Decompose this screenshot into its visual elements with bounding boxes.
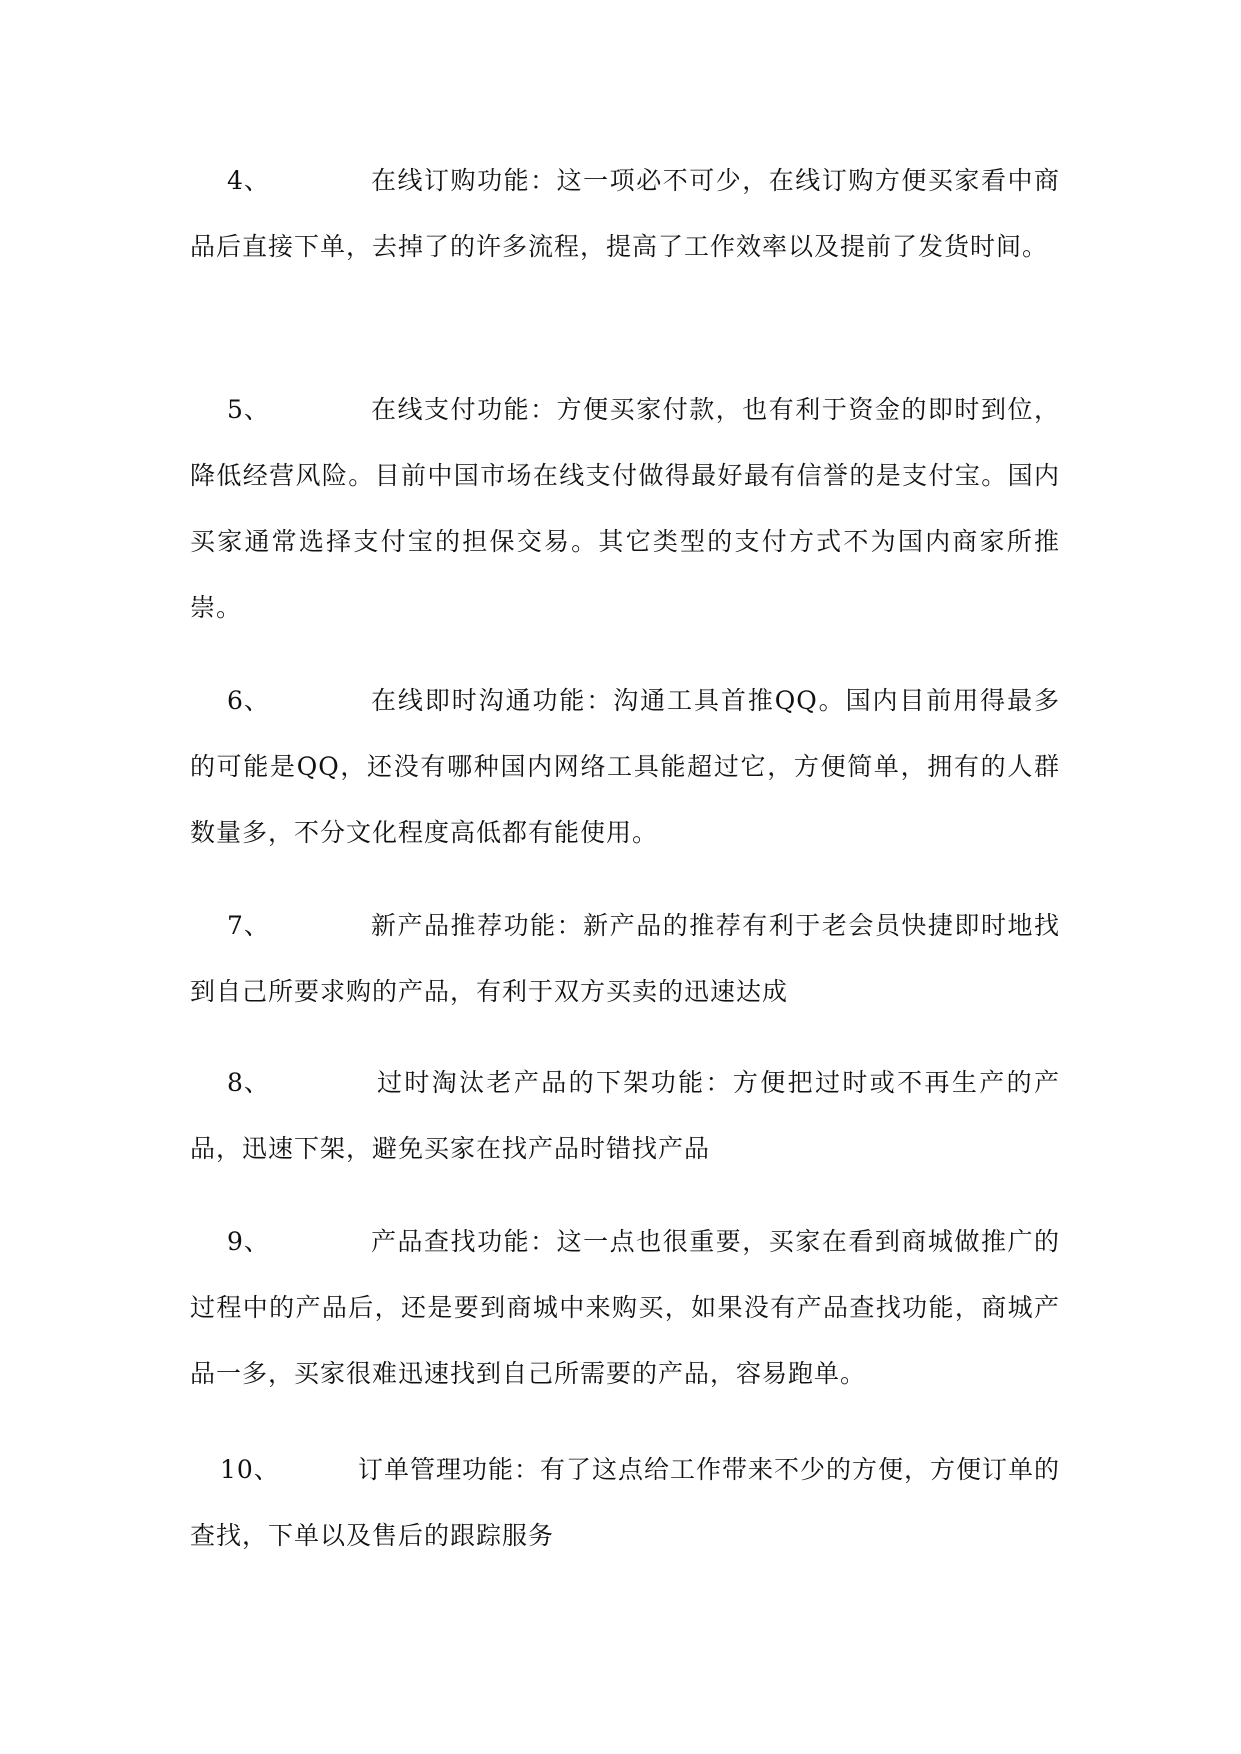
item-text: 在线即时沟通功能：沟通工具首推QQ。国内目前用得最多的可能是QQ，还没有哪种国内网络工具能超过它，方便简单，拥有的人群数量多，不分文化程度高低都有能使用。 <box>190 686 1060 847</box>
item-number: 6、 <box>227 686 270 715</box>
item-text: 在线支付功能：方便买家付款，也有利于资金的即时到位，降低经营风险。目前中国市场在线支付做得最好最有信誉的是支付宝。国内买家通常选择支付宝的担保交易。其它类型的支付方式不为国内商家所推崇。 <box>190 395 1060 622</box>
item-number: 5、 <box>227 395 270 424</box>
item-text: 过时淘汰老产品的下架功能：方便把过时或不再生产的产品，迅速下架，避免买家在找产品时错找产品 <box>190 1068 1060 1163</box>
item-number: 7、 <box>227 911 270 940</box>
item-number: 10、 <box>220 1455 280 1484</box>
item-number: 9、 <box>227 1227 270 1256</box>
item-text: 产品查找功能：这一点也很重要，买家在看到商城做推广的过程中的产品后，还是要到商城中来购买，如果没有产品查找功能，商城产品一多，买家很难迅速找到自己所需要的产品，容易跑单。 <box>190 1227 1060 1388</box>
list-item-6 <box>190 668 1060 866</box>
list-item-9 <box>190 1209 1060 1407</box>
item-number: 4、 <box>227 166 270 195</box>
list-item-10 <box>190 1437 1060 1569</box>
item-text: 订单管理功能：有了这点给工作带来不少的方便，方便订单的查找，下单以及售后的跟踪服务 <box>190 1455 1061 1550</box>
item-text: 在线订购功能：这一项必不可少，在线订购方便买家看中商品后直接下单，去掉了的许多流程，提高了工作效率以及提前了发货时间。 <box>190 166 1060 261</box>
item-number: 8、 <box>227 1068 270 1097</box>
list-item-7 <box>190 893 1060 1025</box>
list-item-8 <box>190 1050 1060 1182</box>
list-item-5 <box>190 377 1060 641</box>
list-item-4 <box>190 148 1060 280</box>
item-text: 新产品推荐功能：新产品的推荐有利于老会员快捷即时地找到自己所要求购的产品，有利于双方买卖的迅速达成 <box>190 911 1060 1006</box>
